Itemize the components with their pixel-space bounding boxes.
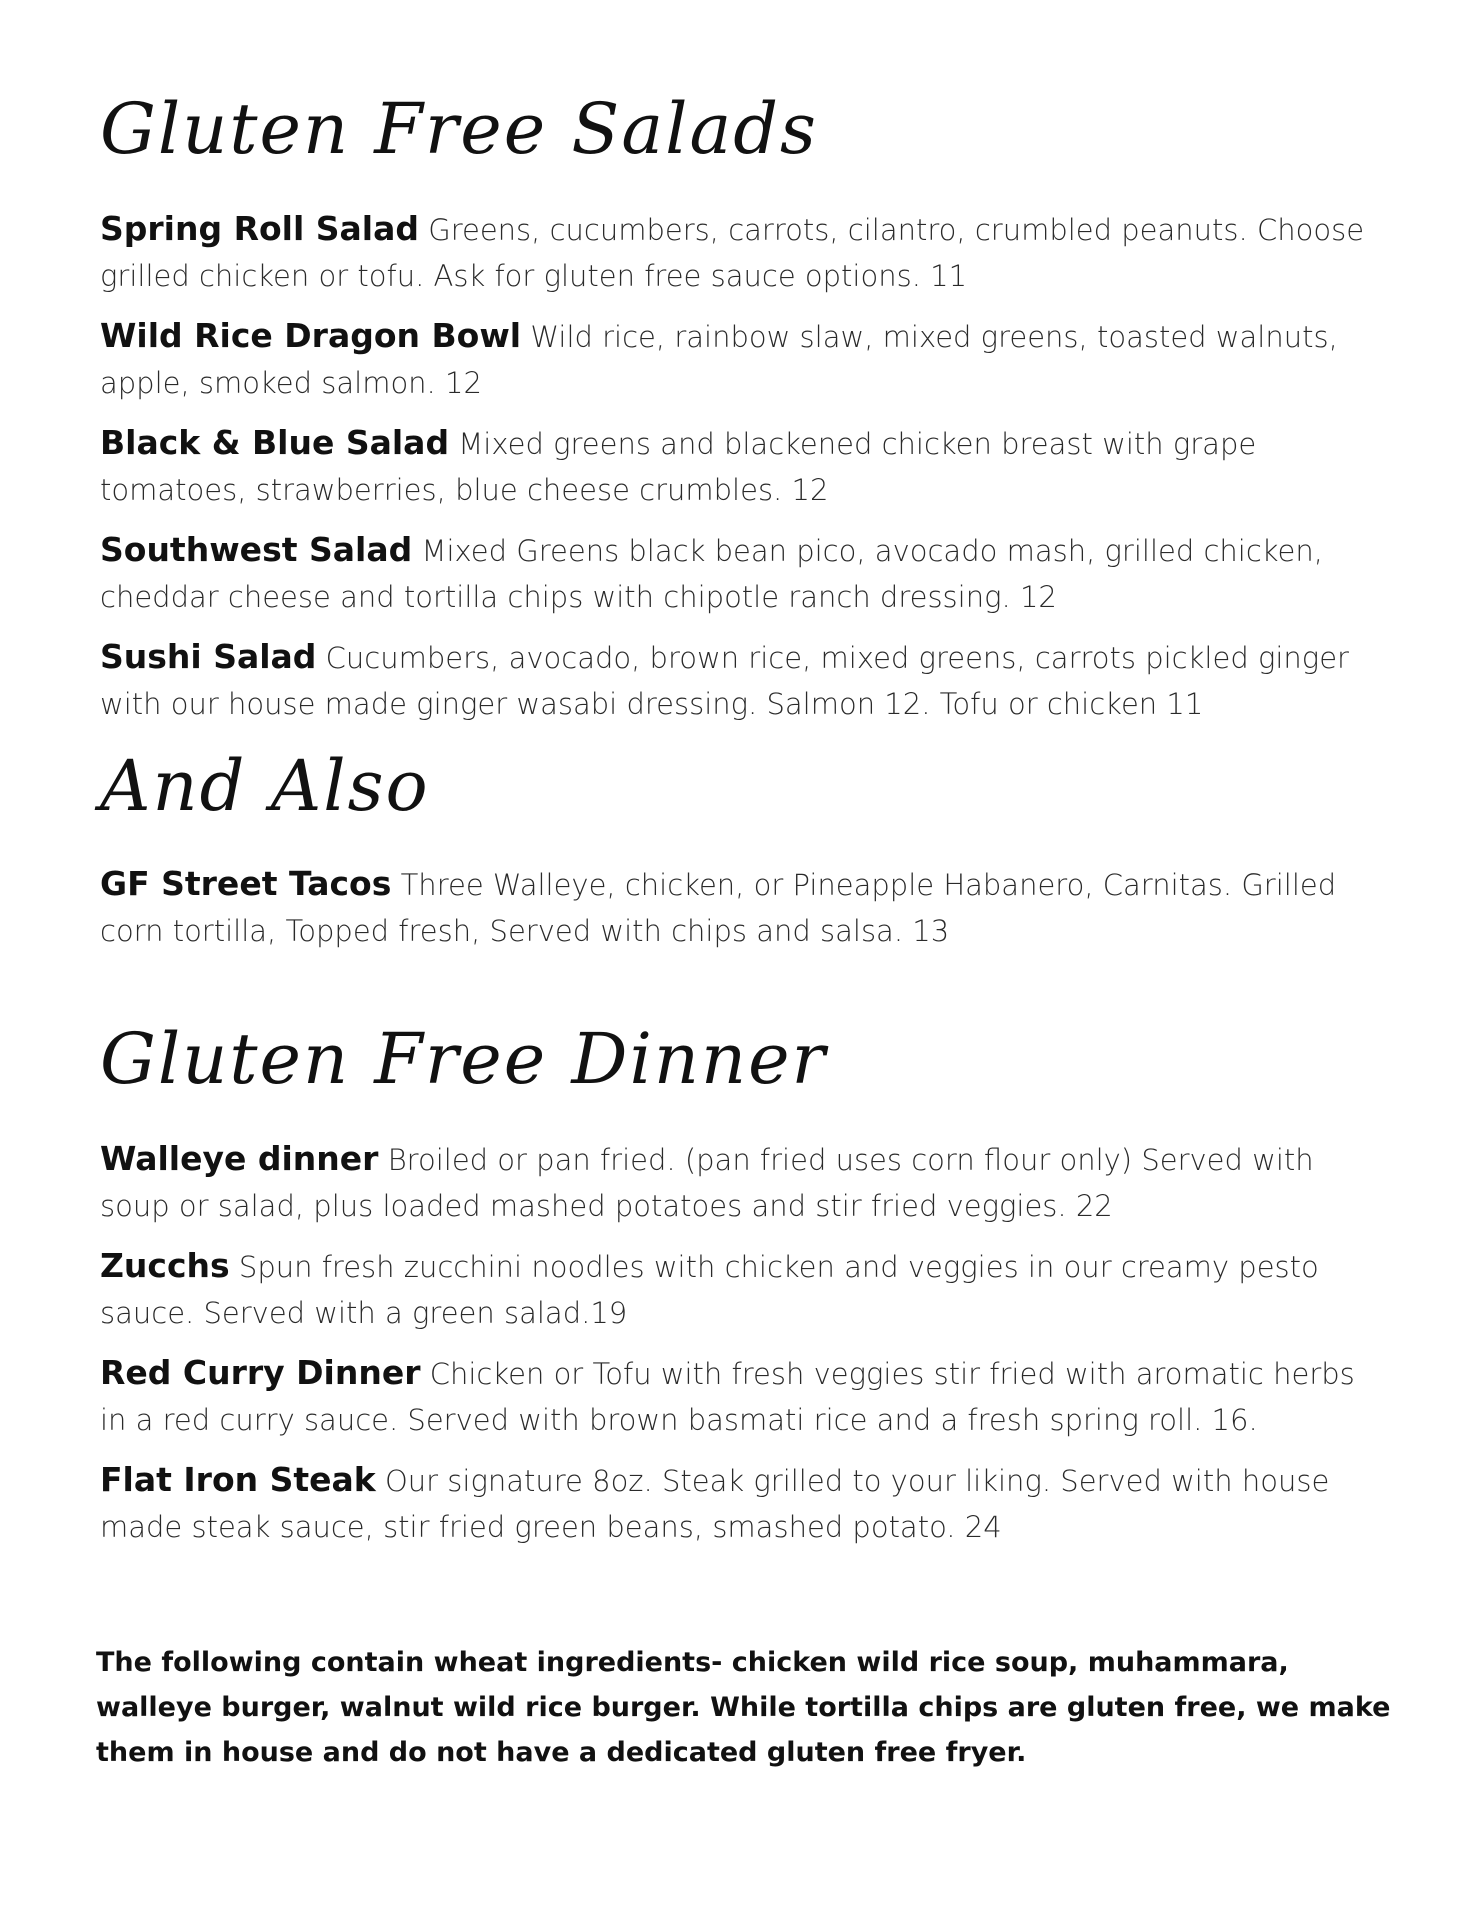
menu-item-zucchs xyxy=(100,1243,1390,1336)
menu-page xyxy=(100,80,1400,1550)
menu-item-name: GF Street Tacos xyxy=(100,864,392,903)
menu-item-walleye-dinner xyxy=(100,1136,1390,1229)
menu-item-description: Our signature 8oz. Steak grilled to your liking. Served with house made steak sauce, stir fried green beans, smashed potato. 24 xyxy=(100,1464,1330,1544)
menu-item-name: Southwest Salad xyxy=(100,530,413,569)
section-title-salads: Gluten Free Salads xyxy=(100,88,818,170)
menu-item-red-curry-dinner xyxy=(100,1350,1390,1443)
menu-item-description: Spun fresh zucchini noodles with chicken and veggies in our creamy pesto sauce. Served with a green salad.19 xyxy=(100,1250,1319,1330)
menu-item-description: Mixed greens and blackened chicken breast with grape tomatoes, strawberries, blue cheese crumbles. 12 xyxy=(100,427,1257,507)
menu-item-description: Chicken or Tofu with fresh veggies stir fried with aromatic herbs in a red curry sauce. Served with brown basmati rice and a fresh spring roll. 16. xyxy=(100,1357,1355,1437)
menu-item-name: Sushi Salad xyxy=(100,637,317,676)
menu-item-sushi-salad xyxy=(100,634,1390,727)
menu-item-name: Walleye dinner xyxy=(100,1139,379,1178)
menu-item-black-blue-salad xyxy=(100,420,1390,513)
menu-item-name: Red Curry Dinner xyxy=(100,1353,421,1392)
menu-item-southwest-salad xyxy=(100,527,1390,620)
menu-item-name: Spring Roll Salad xyxy=(100,209,420,248)
section-title-and-also: And Also xyxy=(100,745,430,827)
menu-item-gf-street-tacos xyxy=(100,861,1390,954)
menu-item-description: Wild rice, rainbow slaw, mixed greens, toasted walnuts, apple, smoked salmon. 12 xyxy=(100,320,1338,400)
menu-item-wild-rice-dragon-bowl xyxy=(100,313,1390,406)
section-title-dinner: Gluten Free Dinner xyxy=(100,1018,827,1100)
menu-item-name: Zucchs xyxy=(100,1246,230,1285)
menu-item-description: Broiled or pan fried. (pan fried uses corn flour only) Served with soup or salad, plus loaded mashed potatoes and stir fried veggies. 22 xyxy=(100,1143,1314,1223)
wheat-allergen-note: The following contain wheat ingredients- chicken wild rice soup, muhammara, walleye burger, walnut wild rice burger. While tortilla chips are gluten free, we make them in house and do not have a dedicated gluten free fryer. xyxy=(96,1647,1391,1768)
menu-item-description: Three Walleye, chicken, or Pineapple Habanero, Carnitas. Grilled corn tortilla, Topped fresh, Served with chips and salsa. 13 xyxy=(100,868,1337,948)
menu-item-name: Wild Rice Dragon Bowl xyxy=(100,316,522,355)
menu-item-name: Black & Blue Salad xyxy=(100,423,450,462)
menu-item-description: Cucumbers, avocado, brown rice, mixed greens, carrots pickled ginger with our house made ginger wasabi dressing. Salmon 12. Tofu or chicken 11 xyxy=(100,641,1349,721)
menu-item-name: Flat Iron Steak xyxy=(100,1460,376,1499)
menu-item-description: Greens, cucumbers, carrots, cilantro, crumbled peanuts. Choose grilled chicken or tofu. Ask for gluten free sauce options. 11 xyxy=(100,213,1365,293)
menu-item-description: Mixed Greens black bean pico, avocado mash, grilled chicken, cheddar cheese and tortilla chips with chipotle ranch dressing. 12 xyxy=(100,534,1324,614)
menu-item-spring-roll-salad xyxy=(100,206,1390,299)
menu-item-flat-iron-steak xyxy=(100,1457,1390,1550)
